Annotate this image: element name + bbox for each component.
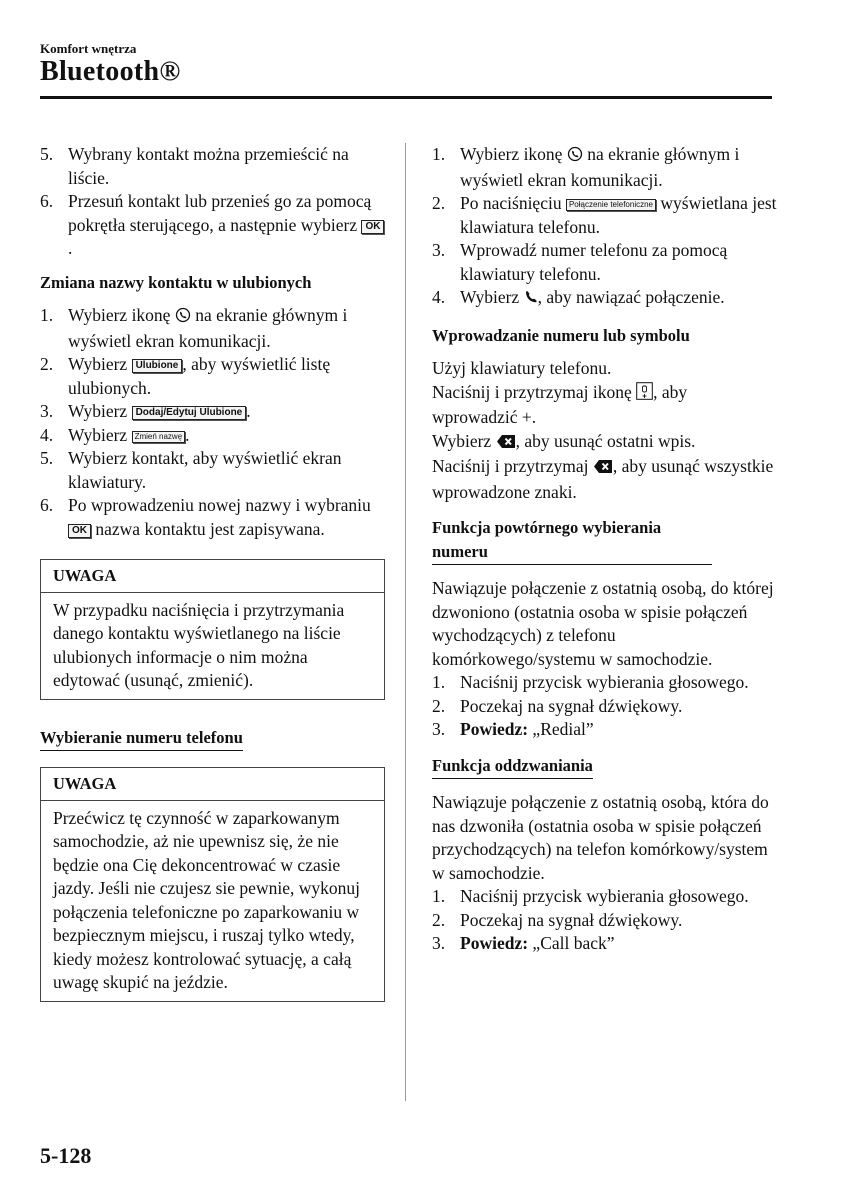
heading-callback: Funkcja oddzwaniania	[432, 754, 593, 780]
list-rename	[40, 304, 385, 541]
list-item: 1. Naciśnij przycisk wybierania głosowego.	[432, 672, 749, 692]
list-redial	[432, 671, 777, 742]
note-body: Przećwicz tę czynność w zaparkowanym samochodzie, aż nie upewnisz się, że nie będzie ona Cię dekoncentrować w czasie jazdy. Jeśli nie czujesz sie pewnie, wykonuj połączenia telefoniczne po zaparkowaniu w bezpiecznym miejscu, i ruszaj tylko wtedy, kiedy możesz kontrolować sytuację, a całą uwagę skupić na jeździe.	[53, 807, 360, 992]
list-item: 3. Powiedz: „Call back”	[432, 933, 615, 953]
list-item: 3. Wybierz Dodaj/Edytuj Ulubione .	[40, 401, 251, 421]
list-item: 2. Poczekaj na sygnał dźwiękowy.	[432, 909, 683, 930]
heading-rename-favorite: Zmiana nazwy kontaktu w ulubionych	[40, 272, 312, 292]
symbol-line: Naciśnij i przytrzymaj , aby usunąć wszystkie wprowadzone znaki.	[432, 456, 774, 502]
page-number: 5-128	[40, 1143, 92, 1168]
list-dial-steps	[432, 143, 777, 312]
list-item: 5. Wybierz kontakt, aby wyświetlić ekran klawiatury.	[40, 448, 342, 492]
list-item: 6. Przesuń kontakt lub przenieś go za pomocą pokrętła sterującego, a następnie wybierz OK.	[40, 190, 385, 261]
list-item: 2. Po naciśnięciu Połączenie telefoniczne wyświetlana jest klawiatura telefonu.	[432, 193, 777, 237]
list-item: 6. Po wprowadzeniu nowej nazwy i wybraniu OK nazwa kontaktu jest zapisywana.	[40, 495, 371, 539]
note-title: UWAGA	[41, 768, 384, 801]
ok-button-label: OK	[68, 524, 91, 538]
redial-description: Nawiązuje połączenie z ostatnią osobą, do której dzwoniono (ostatnia osoba w spisie połączeń wychodzących) z telefonu komórkowego/systemu w samochodzie.	[432, 578, 774, 669]
communication-icon	[175, 306, 191, 330]
list-item: 3. Wprowadź numer telefonu za pomocą klawiatury telefonu.	[432, 240, 728, 284]
favorites-button-label: Ulubione	[132, 359, 183, 373]
note-body: W przypadku naciśnięcia i przytrzymania danego kontaktu wyświetlanego na liście ulubionych informacje o nim można edytować (usunąć, zmienić).	[53, 599, 345, 690]
list-item: 3. Powiedz: „Redial”	[432, 719, 594, 739]
note-title: UWAGA	[41, 560, 384, 593]
note-box	[40, 559, 385, 700]
list-item: 1. Wybierz ikonę na ekranie głównym i wyświetl ekran komunikacji.	[40, 305, 348, 351]
plus-key-icon	[636, 382, 653, 407]
rename-button-label: Zmień nazwę	[132, 431, 186, 443]
section-label: Komfort wnętrza	[40, 41, 137, 56]
column-divider	[405, 143, 406, 1101]
symbol-line: Wybierz , aby usunąć ostatni wpis.	[432, 430, 777, 456]
callback-description: Nawiązuje połączenie z ostatnią osobą, która do nas dzwoniła (ostatnia osoba w spisie połączeń przychodzących) na telefon komórkowy/system w samochodzie.	[432, 792, 769, 883]
phone-handset-icon	[524, 288, 538, 312]
list-item: 1. Naciśnij przycisk wybierania głosowego.	[432, 886, 749, 906]
header-rule	[40, 96, 772, 99]
list-item: 1. Wybierz ikonę na ekranie głównym i wyświetl ekran komunikacji.	[432, 144, 740, 190]
phone-call-button-label: Połączenie telefoniczne	[566, 199, 656, 211]
note-box	[40, 767, 385, 1002]
communication-icon	[567, 145, 583, 169]
add-edit-favorites-button-label: Dodaj/Edytuj Ulubione	[132, 406, 247, 420]
symbol-line: Naciśnij i przytrzymaj ikonę , aby wprowadzić +.	[432, 381, 688, 427]
list-item: 2. Poczekaj na sygnał dźwiękowy.	[432, 695, 683, 716]
list-callback	[432, 885, 777, 956]
list-item: 5. Wybrany kontakt można przemieścić na liście.	[40, 144, 349, 188]
backspace-icon	[593, 457, 613, 481]
page-title: Bluetooth®	[40, 56, 181, 87]
heading-dialing: Wybieranie numeru telefonu	[40, 726, 243, 752]
symbol-line: Użyj klawiatury telefonu.	[432, 358, 612, 378]
list-item: 4. Wybierz , aby nawiązać połączenie.	[432, 286, 777, 312]
list-item: 4. Wybierz Zmień nazwę .	[40, 424, 190, 445]
list-item: 2. Wybierz Ulubione , aby wyświetlić listę ulubionych.	[40, 354, 331, 398]
ok-button-label: OK	[361, 220, 384, 234]
right-column	[432, 143, 777, 956]
heading-symbol-entry: Wprowadzanie numeru lub symbolu	[432, 325, 690, 345]
list-reorder	[40, 143, 385, 261]
left-column	[40, 143, 385, 1002]
heading-redial: Funkcja powtórnego wybierania numeru	[432, 516, 712, 565]
backspace-icon	[496, 432, 516, 456]
